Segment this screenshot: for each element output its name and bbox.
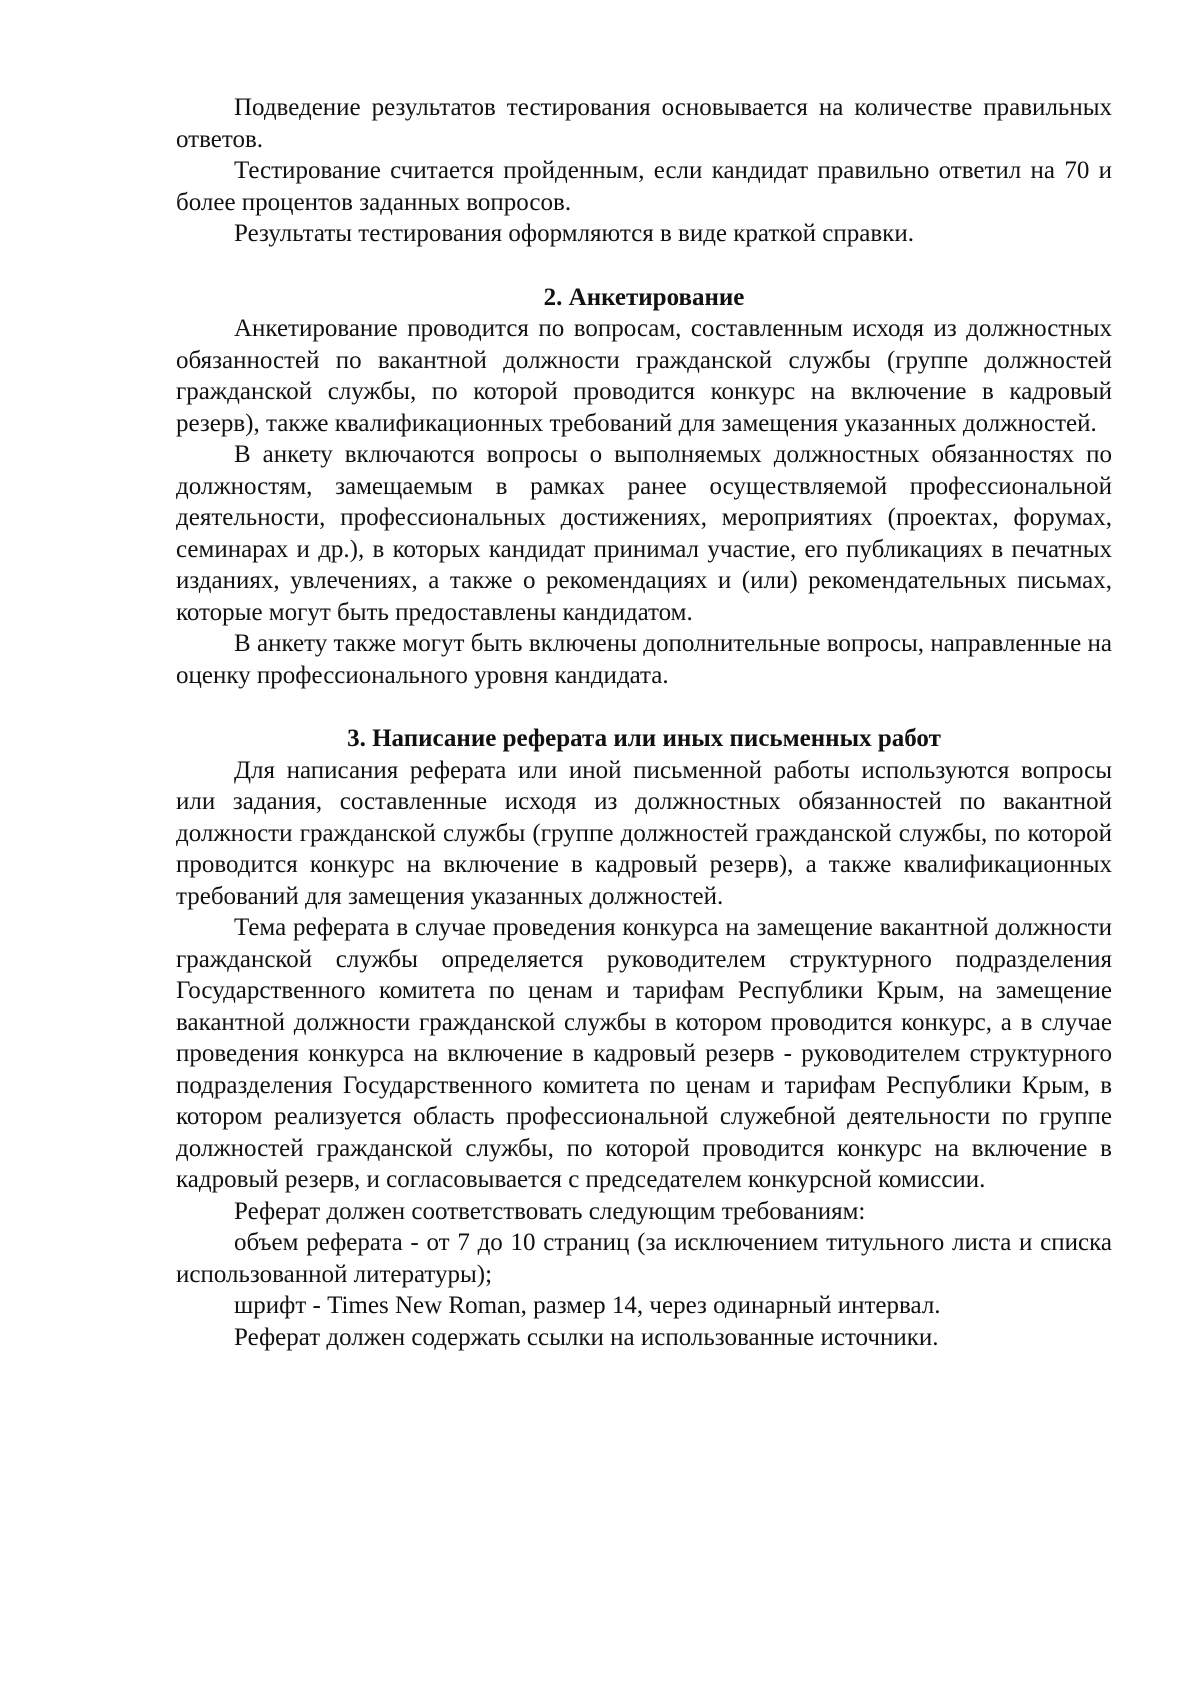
- paragraph: Подведение результатов тестирования основывается на количестве правильных ответов.: [176, 94, 1112, 153]
- document-body: [176, 92, 1112, 1353]
- paragraph: Реферат должен содержать ссылки на использованные источники.: [234, 1323, 939, 1351]
- paragraph: Результаты тестирования оформляются в виде краткой справки.: [234, 220, 914, 247]
- paragraph: В анкету также могут быть включены дополнительные вопросы, направленные на оценку профессионального уровня кандидата.: [176, 630, 1112, 689]
- paragraph: Тема реферата в случае проведения конкурса на замещение вакантной должности гражданской службы определяется руководителем структурного подразделения Государственного комитета по ценам и тарифам Республики Крым, на замещение вакантной должности гражданской службы в котором проводится конкурс, а в случае проведения конкурса на включение в кадровый резерв - руководителем структурного подразделения Государственного комитета по ценам и тарифам Республики Крым, в котором реализуется область профессиональной служебной деятельности по группе должностей гражданской службы, по которой проводится конкурс на включение в кадровый резерв, и согласовывается с председателем конкурсной комиссии.: [176, 914, 1112, 1193]
- paragraph: В анкету включаются вопросы о выполняемых должностных обязанностях по должностям, замещаемым в рамках ранее осуществляемой профессиональной деятельности, профессиональных достижениях, мероприятиях (проектах, форумах, семинарах и др.), в которых кандидат принимал участие, его публикациях в печатных изданиях, увлечениях, а также о рекомендациях и (или) рекомендательных письмах, которые могут быть предоставлены кандидатом.: [176, 441, 1112, 626]
- paragraph: Реферат должен соответствовать следующим требованиям:: [234, 1197, 866, 1225]
- section-heading-essay: 3. Написание реферата или иных письменных работ: [347, 725, 941, 752]
- paragraph: шрифт - Times New Roman, размер 14, через одинарный интервал.: [234, 1292, 941, 1319]
- section-questionnaire: [176, 313, 1112, 691]
- paragraph: Анкетирование проводится по вопросам, составленным исходя из должностных обязанностей по вакантной должности гражданской службы (группе должностей гражданской службы, по которой проводится конкурс на включение в кадровый резерв), также квалификационных требований для замещения указанных должностей.: [176, 315, 1112, 437]
- paragraph: Для написания реферата или иной письменной работы используются вопросы или задания, составленные исходя из должностных обязанностей по вакантной должности гражданской службы (группе должностей гражданской службы, по которой проводится конкурс на включение в кадровый резерв), а также квалификационных требований для замещения указанных должностей.: [176, 756, 1112, 910]
- section-heading-questionnaire: 2. Анкетирование: [543, 283, 745, 311]
- paragraph: объем реферата - от 7 до 10 страниц (за исключением титульного листа и списка использованной литературы);: [176, 1229, 1112, 1288]
- section-testing-results: [176, 92, 1112, 250]
- paragraph: Тестирование считается пройденным, если кандидат правильно ответил на 70 и более процентов заданных вопросов.: [176, 157, 1112, 216]
- section-essay: [176, 755, 1112, 1354]
